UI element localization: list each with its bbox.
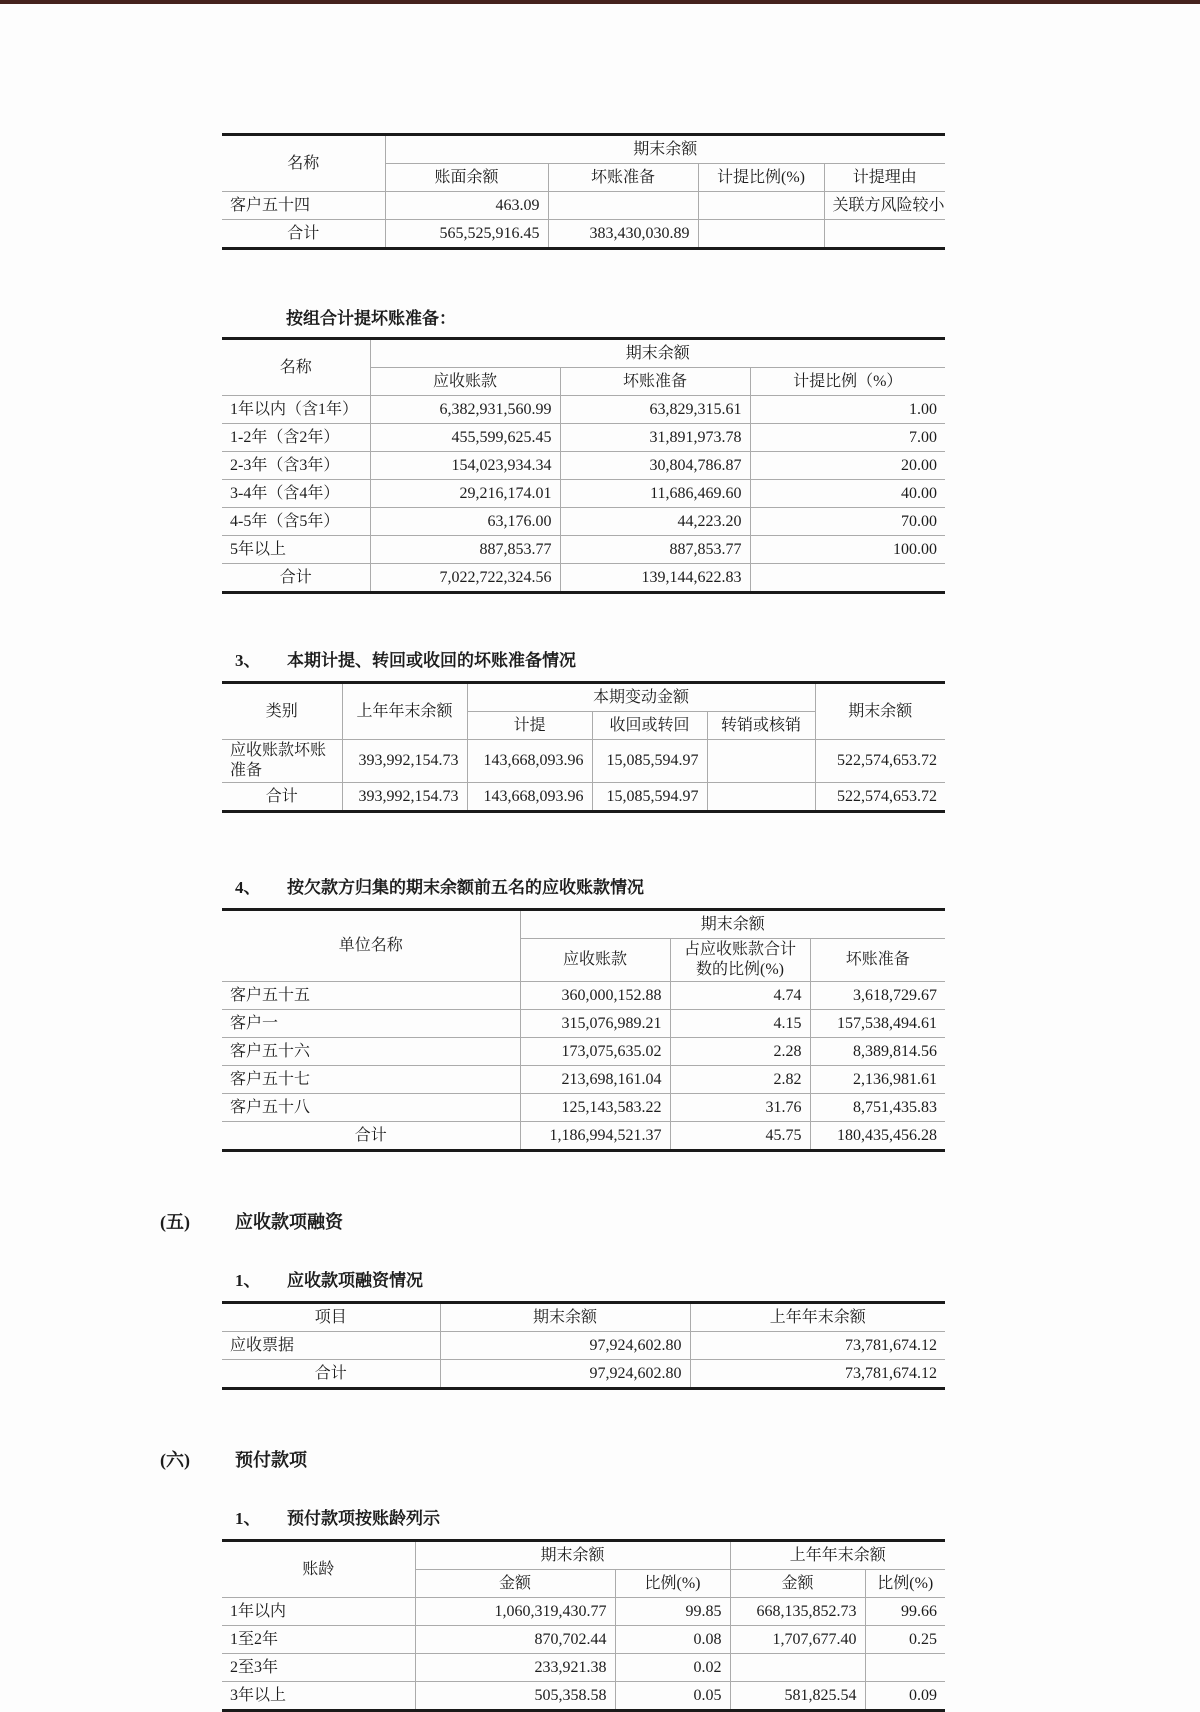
cell: 887,853.77 bbox=[560, 536, 750, 564]
cell: 3,618,729.67 bbox=[810, 982, 945, 1010]
cell: 213,698,161.04 bbox=[520, 1066, 670, 1094]
cell: 31.76 bbox=[670, 1094, 810, 1122]
col-header-ending-balance: 期末余额 bbox=[815, 683, 945, 740]
cell: 7,022,722,324.56 bbox=[370, 564, 560, 593]
row-label: 客户五十七 bbox=[222, 1066, 520, 1094]
customer-provision-table bbox=[222, 133, 945, 250]
cell: 8,389,814.56 bbox=[810, 1038, 945, 1066]
section-3-heading bbox=[235, 646, 1200, 671]
section-5-sub-heading bbox=[235, 1266, 1200, 1291]
table-row bbox=[222, 1626, 945, 1654]
table-row bbox=[222, 1682, 945, 1711]
cell: 522,574,653.72 bbox=[815, 783, 945, 812]
table-row bbox=[222, 1010, 945, 1038]
table-row bbox=[222, 508, 945, 536]
table-row bbox=[222, 1038, 945, 1066]
cell: 2.28 bbox=[670, 1038, 810, 1066]
provision-movement-table-body bbox=[222, 740, 945, 812]
cell: 233,921.38 bbox=[415, 1654, 615, 1682]
col-header-ending-balance: 期末余额 bbox=[370, 339, 945, 368]
cell: 30,804,786.87 bbox=[560, 452, 750, 480]
row-label: 客户五十八 bbox=[222, 1094, 520, 1122]
section-6-sub-number: 1、 bbox=[235, 1509, 261, 1528]
cell: 0.25 bbox=[865, 1626, 945, 1654]
col-header-ending-balance: 期末余额 bbox=[385, 135, 945, 164]
cell bbox=[698, 220, 824, 249]
receivables-financing-table bbox=[222, 1301, 945, 1390]
cell: 143,668,093.96 bbox=[467, 783, 592, 812]
col-header-recovered-or-reversed: 收回或转回 bbox=[592, 712, 707, 740]
cell: 4.15 bbox=[670, 1010, 810, 1038]
cell: 139,144,622.83 bbox=[560, 564, 750, 593]
table-row bbox=[222, 1066, 945, 1094]
cell: 154,023,934.34 bbox=[370, 452, 560, 480]
col-header-provision-reason: 计提理由 bbox=[824, 164, 945, 192]
table-row bbox=[222, 480, 945, 508]
section-6-heading bbox=[160, 1446, 1200, 1472]
cell: 2.82 bbox=[670, 1066, 810, 1094]
row-label: 2至3年 bbox=[222, 1654, 415, 1682]
cell: 70.00 bbox=[750, 508, 945, 536]
cell: 100.00 bbox=[750, 536, 945, 564]
table-row bbox=[222, 536, 945, 564]
table-row bbox=[222, 1122, 945, 1151]
col-header-ending-balance: 期末余额 bbox=[520, 910, 945, 939]
cell: 1,186,994,521.37 bbox=[520, 1122, 670, 1151]
cell: 63,176.00 bbox=[370, 508, 560, 536]
section-5-number: (五) bbox=[160, 1212, 190, 1232]
col-header-bad-debt-provision: 坏账准备 bbox=[560, 368, 750, 396]
cell: 315,076,989.21 bbox=[520, 1010, 670, 1038]
cell: 15,085,594.97 bbox=[592, 740, 707, 783]
cell: 157,538,494.61 bbox=[810, 1010, 945, 1038]
section-5-title: 应收款项融资 bbox=[235, 1212, 343, 1232]
cell: 668,135,852.73 bbox=[730, 1598, 865, 1626]
row-label: 5年以上 bbox=[222, 536, 370, 564]
table-row bbox=[222, 1598, 945, 1626]
col-header-accrued: 计提 bbox=[467, 712, 592, 740]
row-label: 客户五十四 bbox=[222, 192, 385, 220]
cell: 393,992,154.73 bbox=[342, 783, 467, 812]
col-header-accounts-receivable: 应收账款 bbox=[520, 939, 670, 982]
table-row bbox=[222, 982, 945, 1010]
cell: 7.00 bbox=[750, 424, 945, 452]
col-header-amount: 金额 bbox=[730, 1570, 865, 1598]
cell: 29,216,174.01 bbox=[370, 480, 560, 508]
col-header-provision-ratio: 计提比例（%） bbox=[750, 368, 945, 396]
table-row bbox=[222, 783, 945, 812]
row-label: 1年以内 bbox=[222, 1598, 415, 1626]
group-provision-label: 按组合计提坏账准备： bbox=[286, 309, 456, 328]
cell: 15,085,594.97 bbox=[592, 783, 707, 812]
section-6-number: (六) bbox=[160, 1450, 190, 1470]
col-header-bad-debt-provision: 坏账准备 bbox=[548, 164, 698, 192]
cell: 1,060,319,430.77 bbox=[415, 1598, 615, 1626]
col-header-accounts-receivable: 应收账款 bbox=[370, 368, 560, 396]
cell: 143,668,093.96 bbox=[467, 740, 592, 783]
cell: 73,781,674.12 bbox=[690, 1360, 945, 1389]
aging-provision-table bbox=[222, 337, 945, 594]
row-label: 应收票据 bbox=[222, 1332, 440, 1360]
cell: 31,891,973.78 bbox=[560, 424, 750, 452]
cell bbox=[865, 1654, 945, 1682]
table-row bbox=[222, 740, 945, 783]
row-label: 2-3年（含3年） bbox=[222, 452, 370, 480]
cell: 45.75 bbox=[670, 1122, 810, 1151]
row-label: 4-5年（含5年） bbox=[222, 508, 370, 536]
cell: 383,430,030.89 bbox=[548, 220, 698, 249]
row-label: 客户五十五 bbox=[222, 982, 520, 1010]
top-five-debtors-table-body bbox=[222, 982, 945, 1151]
col-header-ratio: 比例(%) bbox=[865, 1570, 945, 1598]
row-label: 3-4年（含4年） bbox=[222, 480, 370, 508]
table-row bbox=[222, 1094, 945, 1122]
table-row bbox=[222, 220, 945, 249]
row-label: 客户五十六 bbox=[222, 1038, 520, 1066]
aging-provision-table-body bbox=[222, 396, 945, 593]
row-label: 3年以上 bbox=[222, 1682, 415, 1711]
cell: 99.66 bbox=[865, 1598, 945, 1626]
section-4-number: 4、 bbox=[235, 878, 261, 897]
col-header-current-period-change: 本期变动金额 bbox=[467, 683, 815, 712]
cell: 44,223.20 bbox=[560, 508, 750, 536]
col-header-prior-year-end-balance: 上年年末余额 bbox=[690, 1303, 945, 1332]
cell: 2,136,981.61 bbox=[810, 1066, 945, 1094]
table-row bbox=[222, 396, 945, 424]
cell: 393,992,154.73 bbox=[342, 740, 467, 783]
row-label: 合计 bbox=[222, 1360, 440, 1389]
col-header-ratio-of-total: 占应收账款合计数的比例(%) bbox=[670, 939, 810, 982]
col-header-ending-balance: 期末余额 bbox=[415, 1541, 730, 1570]
row-label: 合计 bbox=[222, 564, 370, 593]
section-6-sub-title: 预付款项按账龄列示 bbox=[287, 1509, 440, 1528]
row-label: 1年以内（含1年） bbox=[222, 396, 370, 424]
col-header-provision-ratio: 计提比例(%) bbox=[698, 164, 824, 192]
table-row bbox=[222, 564, 945, 593]
col-header-category: 类别 bbox=[222, 683, 342, 740]
row-label: 1-2年（含2年） bbox=[222, 424, 370, 452]
table-row bbox=[222, 192, 945, 220]
cell: 180,435,456.28 bbox=[810, 1122, 945, 1151]
page-top-rule bbox=[0, 0, 1200, 4]
row-label: 合计 bbox=[222, 1122, 520, 1151]
cell bbox=[698, 192, 824, 220]
cell: 125,143,583.22 bbox=[520, 1094, 670, 1122]
customer-provision-table-body bbox=[222, 192, 945, 249]
col-header-prior-year-end-balance: 上年年末余额 bbox=[730, 1541, 945, 1570]
cell bbox=[730, 1654, 865, 1682]
cell bbox=[750, 564, 945, 593]
col-header-name: 名称 bbox=[222, 339, 370, 396]
cell: 97,924,602.80 bbox=[440, 1360, 690, 1389]
cell bbox=[824, 220, 945, 249]
section-3-number: 3、 bbox=[235, 651, 261, 670]
col-header-entity-name: 单位名称 bbox=[222, 910, 520, 982]
cell: 20.00 bbox=[750, 452, 945, 480]
col-header-written-off: 转销或核销 bbox=[707, 712, 815, 740]
cell: 11,686,469.60 bbox=[560, 480, 750, 508]
cell bbox=[707, 740, 815, 783]
col-header-ratio: 比例(%) bbox=[615, 1570, 730, 1598]
cell bbox=[548, 192, 698, 220]
cell: 522,574,653.72 bbox=[815, 740, 945, 783]
cell: 0.05 bbox=[615, 1682, 730, 1711]
cell: 463.09 bbox=[385, 192, 548, 220]
cell: 173,075,635.02 bbox=[520, 1038, 670, 1066]
section-6-title: 预付款项 bbox=[235, 1450, 307, 1470]
cell: 0.09 bbox=[865, 1682, 945, 1711]
row-label: 合计 bbox=[222, 783, 342, 812]
cell: 887,853.77 bbox=[370, 536, 560, 564]
col-header-bad-debt-provision: 坏账准备 bbox=[810, 939, 945, 982]
cell: 0.02 bbox=[615, 1654, 730, 1682]
cell: 360,000,152.88 bbox=[520, 982, 670, 1010]
cell: 97,924,602.80 bbox=[440, 1332, 690, 1360]
table-row bbox=[222, 1360, 945, 1389]
table-row bbox=[222, 1332, 945, 1360]
cell: 99.85 bbox=[615, 1598, 730, 1626]
col-header-amount: 金额 bbox=[415, 1570, 615, 1598]
cell: 6,382,931,560.99 bbox=[370, 396, 560, 424]
cell: 73,781,674.12 bbox=[690, 1332, 945, 1360]
cell: 40.00 bbox=[750, 480, 945, 508]
col-header-ending-balance: 期末余额 bbox=[440, 1303, 690, 1332]
prepayments-aging-table-body bbox=[222, 1598, 945, 1711]
cell bbox=[707, 783, 815, 812]
section-3-title: 本期计提、转回或收回的坏账准备情况 bbox=[287, 651, 576, 670]
cell: 关联方风险较小 bbox=[824, 192, 945, 220]
top-five-debtors-table bbox=[222, 908, 945, 1152]
receivables-financing-table-body bbox=[222, 1332, 945, 1389]
cell: 455,599,625.45 bbox=[370, 424, 560, 452]
col-header-aging: 账龄 bbox=[222, 1541, 415, 1598]
section-4-title: 按欠款方归集的期末余额前五名的应收账款情况 bbox=[287, 878, 644, 897]
prepayments-aging-table bbox=[222, 1539, 945, 1712]
row-label: 合计 bbox=[222, 220, 385, 249]
cell: 63,829,315.61 bbox=[560, 396, 750, 424]
table-row bbox=[222, 1654, 945, 1682]
section-5-sub-number: 1、 bbox=[235, 1271, 261, 1290]
provision-movement-table bbox=[222, 681, 945, 813]
cell: 581,825.54 bbox=[730, 1682, 865, 1711]
cell: 0.08 bbox=[615, 1626, 730, 1654]
cell: 870,702.44 bbox=[415, 1626, 615, 1654]
table-row bbox=[222, 452, 945, 480]
table-row bbox=[222, 424, 945, 452]
cell: 565,525,916.45 bbox=[385, 220, 548, 249]
cell: 4.74 bbox=[670, 982, 810, 1010]
cell: 1.00 bbox=[750, 396, 945, 424]
section-4-heading bbox=[235, 873, 1200, 898]
section-5-heading bbox=[160, 1208, 1200, 1234]
section-6-sub-heading bbox=[235, 1504, 1200, 1529]
cell: 505,358.58 bbox=[415, 1682, 615, 1711]
col-header-book-balance: 账面余额 bbox=[385, 164, 548, 192]
col-header-prior-year-end-balance: 上年年末余额 bbox=[342, 683, 467, 740]
col-header-name: 名称 bbox=[222, 135, 385, 192]
row-label: 客户一 bbox=[222, 1010, 520, 1038]
row-label: 应收账款坏账准备 bbox=[222, 740, 342, 783]
cell: 1,707,677.40 bbox=[730, 1626, 865, 1654]
row-label: 1至2年 bbox=[222, 1626, 415, 1654]
col-header-item: 项目 bbox=[222, 1303, 440, 1332]
section-5-sub-title: 应收款项融资情况 bbox=[287, 1271, 423, 1290]
cell: 8,751,435.83 bbox=[810, 1094, 945, 1122]
